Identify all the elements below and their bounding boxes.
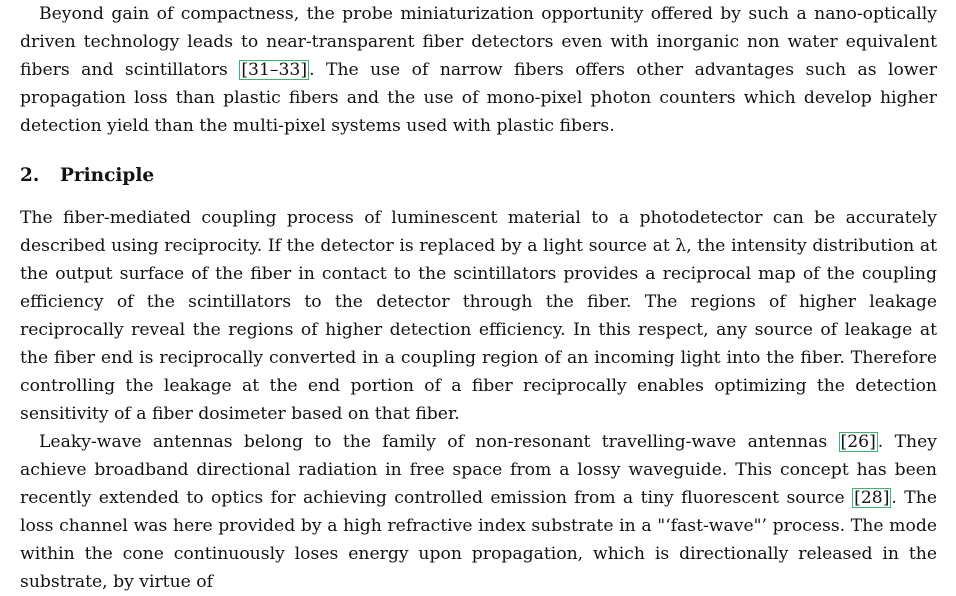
principle-paragraph-1: The fiber-mediated coupling process of luminescent material to a photodetector can be accurately described using reciprocity. If the detector is replaced by a light source at λ, the intensity distribution at the output surface of the fiber in contact to the scintillators provides a reciprocal map of the coupling efficiency of the scintillators to the detector through the fiber. The regions of higher leakage reciprocally reveal the regions of higher detection efficiency. In this respect, any source of leakage at the fiber end is reciprocally converted in a coupling region of an incoming light into the fiber. Therefore controlling the leakage at the end portion of a fiber reciprocally enables optimizing the detection sensitivity of a fiber dosimeter based on that fiber. xyxy=(20,208,937,424)
intro-paragraph xyxy=(20,0,937,140)
intro-text-after-cite: . The use of narrow fibers offers other advantages such as lower propagation loss than plastic fibers and the use of mono-pixel photon counters which develop higher detection yield than the multi-pixel systems used with plastic fibers. xyxy=(20,60,937,136)
principle-paragraph-2 xyxy=(20,428,937,596)
citation-link[interactable]: [26] xyxy=(840,432,876,452)
citation-link[interactable]: [31–33] xyxy=(241,60,308,80)
paper-page xyxy=(20,0,937,596)
intro-text-before-cite: Beyond gain of compactness, the probe miniaturization opportunity offered by such a nano-optically driven technology leads to near-transparent fiber detectors even with inorganic non water equivalent fibers and scintillators xyxy=(20,4,937,80)
section-heading xyxy=(20,140,937,204)
section-number: 2. xyxy=(20,165,40,186)
para2-text-3: . The loss channel was here provided by a high refractive index substrate in a "‘fast-wave"’ process. The mode within the cone continuously loses energy upon propagation, which is directionally released in the substrate, by virtue of xyxy=(20,488,937,592)
para2-text-1: Leaky-wave antennas belong to the family of non-resonant travelling-wave antennas xyxy=(39,432,839,452)
citation-link[interactable]: [28] xyxy=(854,488,890,508)
section-title: Principle xyxy=(60,165,155,186)
para2-text-2: . They achieve broadband directional radiation in free space from a lossy waveguide. This concept has been recently extended to optics for achieving controlled emission from a tiny fluorescent source xyxy=(20,432,938,508)
